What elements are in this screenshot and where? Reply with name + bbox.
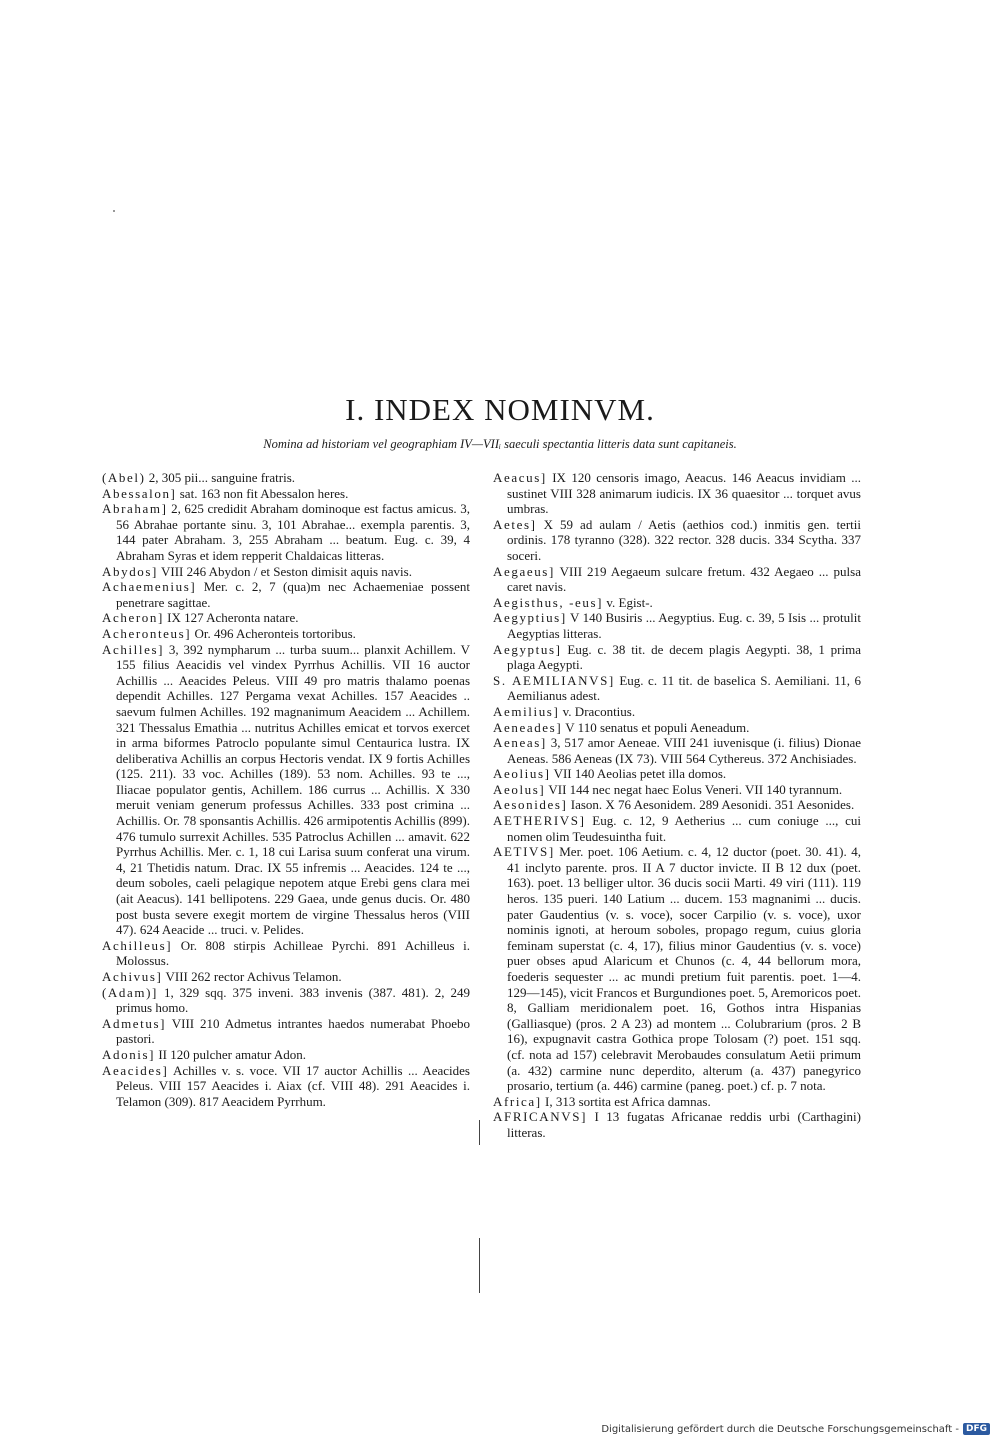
index-entry-text: V 110 senatus et populi Aeneadum.: [562, 719, 750, 735]
index-entry-text: Or. 808 stirpis Achilleae Pyrchi. 891 Achilleus i. Molossus.: [116, 937, 470, 969]
index-entry-text: Mer. poet. 106 Aetium. c. 4, 12 ductor (poet. 30. 41). 4, 41 inclyto parente. pros. II A 7 ductor invicte. II B 12 dux (poet. 163). poet. 13 belliger ultor. 36 ducis socii Marti. 49 viri (111). 119 heros. 135 pueri. 140 Latium ... ducem. 153 magnanimi ... ducis. pater Gaudentius (v. s. voce), socer Carpilio (v. s. voce), uxor nominis ignoti, at heroum soboles, propago regum, cuius gloria feminam superstat (c. 4, 17), filius minor Gaudentius (v. s. voce) puer obses apud Alaricum et Chunos (c. 4, 44 bellorum mora, foederis sequester ... ac mundi pretium fuit parentis. poet. 1—4. 129—145), vicit Francos et Burgundiones poet. 5, Aremoricos poet. 8, Galliam meridionalem poet. 16, Gothos intra Hispanias (Galliasque) (pros. 2 A 23) ad montem ... Colubrarium (pros. 2 B 16), expugnavit castra Gothica prope Tolosam (?) poet. 151 sqq. (cf. nota ad 157) celebravit Merobaudes consulatum Aetii primum (a. 432) carmine nunc deperdito, alterum (a. 437) panegyrico prosario, tertium (a. 446) carmine (paneg. poet.) cf. p. 7 nota.: [507, 844, 861, 1094]
index-entry: [102, 626, 470, 642]
index-headword: S. AEMILIANVS]: [493, 672, 615, 688]
index-entry-text: VIII 246 Abydon / et Seston dimisit aquis navis.: [157, 563, 412, 579]
index-entry: [493, 766, 861, 782]
index-entry: [102, 486, 470, 502]
index-headword: Achilleus]: [102, 937, 173, 953]
index-entry-text: Eug. c. 11 tit. de baselica S. Aemiliani. 11, 6 Aemilianus adest.: [507, 672, 862, 704]
dfg-logo-icon: DFG: [963, 1423, 990, 1435]
index-headword: Adonis]: [102, 1046, 156, 1062]
page-subtitle: Nomina ad historiam vel geographiam IV—VIIᵢ saeculi spectantia litteris data sunt capitaneis.: [263, 437, 737, 451]
index-headword: Admetus]: [102, 1015, 167, 1031]
index-column-left: [102, 470, 470, 1109]
index-headword: Aeacus]: [493, 470, 547, 485]
credit-text: Digitalisierung gefördert durch die Deutsche Forschungsgemeinschaft -: [601, 1423, 959, 1435]
index-entry-text: VII 140 Aeolias petet illa domos.: [550, 766, 727, 782]
index-entry-text: 2, 305 pii... sanguine fratris.: [145, 470, 296, 485]
index-entry: [102, 579, 470, 610]
index-entry: [493, 782, 861, 798]
index-headword: Aegisthus, -eus]: [493, 594, 604, 610]
index-entry: [102, 938, 470, 969]
index-entry-text: v. Dracontius.: [559, 703, 636, 719]
index-headword: Aeneades]: [493, 719, 563, 735]
index-headword: AFRICANVS]: [493, 1109, 588, 1125]
index-entry-text: VII 144 nec negat haec Eolus Veneri. VII 140 tyrannum.: [545, 781, 843, 797]
index-headword: AETHERIVS]: [493, 813, 586, 829]
index-entry-text: II 120 pulcher amatur Adon.: [155, 1046, 306, 1062]
index-entry: [493, 797, 861, 813]
index-entry: [102, 985, 470, 1016]
index-entry-text: I, 313 sortita est Africa damnas.: [541, 1093, 711, 1109]
index-entry-text: V 140 Busiris ... Aegyptius. Eug. c. 39, 5 Isis ... protulit Aegyptias litteras.: [507, 610, 861, 641]
index-entry-text: IX 120 censoris imago, Aeacus. 146 Aeacus invidiam ... sustinet VIII 328 animarum iudicis. IX 36 quaesitor ... torquet avus umbras.: [507, 470, 861, 517]
index-entry-text: v. Egist-.: [603, 594, 653, 610]
index-entry: [493, 844, 861, 1094]
index-entry-text: Iason. X 76 Aesonidem. 289 Aesonidi. 351 Aesonides.: [567, 797, 855, 813]
index-headword: Aeneas]: [493, 735, 547, 751]
index-entry: [102, 1016, 470, 1047]
index-headword: (Abel): [102, 470, 146, 485]
index-entry: [102, 969, 470, 985]
column-rule: [479, 1238, 480, 1293]
index-headword: Aegyptius]: [493, 610, 567, 626]
index-entry: [493, 704, 861, 720]
index-headword: Acheronteus]: [102, 625, 192, 641]
index-headword: Abydos]: [102, 563, 158, 579]
scan-speck: [113, 210, 115, 212]
index-entry-text: Achilles v. s. voce. VII 17 auctor Achillis ... Aeacides Peleus. VIII 157 Aeacides i. Aiax (cf. VIII 48). 291 Aeacides i. Telamon (309). 817 Aeacidem Pyrrhum.: [116, 1062, 470, 1109]
index-headword: Aemilius]: [493, 703, 560, 719]
column-rule: [479, 1120, 480, 1145]
index-entry-text: I 13 fugatas Africanae reddis urbi (Carthagini) litteras.: [507, 1109, 861, 1140]
index-column-right: [493, 470, 861, 1141]
index-entry: [493, 813, 861, 844]
index-entry: [493, 735, 861, 766]
index-entry: [102, 470, 470, 486]
index-entry: [102, 642, 470, 938]
index-entry-text: sat. 163 non fit Abessalon heres.: [176, 485, 349, 501]
index-headword: Abessalon]: [102, 485, 177, 501]
index-entry: [102, 501, 470, 563]
index-entry: [102, 610, 470, 626]
index-entry: [493, 470, 861, 517]
index-entry: [102, 564, 470, 580]
index-headword: Achivus]: [102, 969, 163, 984]
index-entry: [493, 517, 861, 564]
index-headword: Aeolus]: [493, 781, 546, 797]
index-headword: Aeolius]: [493, 766, 551, 782]
index-headword: AETIVS]: [493, 844, 555, 860]
index-headword: Aegyptus]: [493, 641, 562, 657]
index-headword: Achaemenius]: [102, 579, 197, 595]
index-entry-text: VIII 262 rector Achivus Telamon.: [162, 969, 342, 984]
index-entry: [493, 1094, 861, 1110]
index-headword: Abraham]: [102, 501, 168, 517]
index-entry: [493, 642, 861, 673]
index-entry-text: Eug. c. 38 tit. de decem plagis Aegypti. 38, 1 prima plaga Aegypti.: [507, 641, 861, 673]
index-entry-text: 1, 329 sqq. 375 inveni. 383 invenis (387. 481). 2, 249 primus homo.: [116, 984, 470, 1016]
index-headword: Aegaeus]: [493, 563, 555, 579]
page-title: I. INDEX NOMINVM.: [345, 392, 655, 427]
index-entry-text: 3, 392 nympharum ... turba suum... planxit Achillem. V 155 filius Aeacidis vel vindex Pyrrhus Achillis. VII 16 auctor Achillis ... Aeacides Peleus. VIII 49 pro matris thalamo poenas dependit Achilles. 127 Pergama vexat Achilles. 157 Aeacides .. saevum fulmen Achilles. 192 magnanimum Aeacidem ... Achillem. 321 Thessalus Emathia ... nutritus Achilles emicat et torvos exercet in arma biformes Patroclo populante simul Centaurica lustra. IX deliberativa Achillis an corpus Hectoris vendat. IX 9 fortis Achilles (125. 211). 33 voc. Achilles (189). 53 nom. Achilles. 93 te ..., Iliacae populator gentis, Achillem. 186 currus ... Achillis. X 330 meruit veniam generum professus Achilles. 333 post crimina ... Achillis. Or. 78 sponsantis Achillis. 426 armipotentis Achillis (899). 476 tumulo surrexit Achilles. 535 Patroclus Achillen ... amavit. 622 Pyrrhus Achillis. Mer. c. 1, 18 cui Larisa suum conferat una virum. 4, 21 Thetidis natum. Drac. IX 55 infremis ... Aeacides. 124 te ..., deum soboles, caeli pelagique nepotem atque Erebi gens clara mei (ait Aeacus). 141 bellipotens. 229 Gaea, unde genus ducis. Or. 480 post busta severe exegit mortem de virgine Thessalus heros (VIII 47). 624 Aeacide ... truci. v. Pelides.: [116, 641, 470, 938]
index-entry: [102, 1047, 470, 1063]
index-entry-text: Mer. c. 2, 7 (qua)m nec Achaemeniae possent penetrare sagittae.: [116, 579, 470, 610]
index-headword: Acheron]: [102, 610, 164, 626]
index-entry: [493, 673, 861, 704]
index-entry: [493, 595, 861, 611]
index-entry: [493, 720, 861, 736]
digitization-credit: [601, 1423, 990, 1435]
index-entry: [493, 564, 861, 595]
index-entry-text: IX 127 Acheronta natare.: [163, 610, 299, 626]
index-entry-text: Or. 496 Acheronteis tortoribus.: [191, 625, 356, 641]
index-entry-text: X 59 ad aulam / Aetis (aethios cod.) inmitis gen. tertii ordinis. 178 tyranno (328). 322 rector. 328 ducis. 334 Scytha. 337 soceri.: [507, 516, 861, 563]
index-entry-text: VIII 210 Admetus intrantes haedos numerabat Phoebo pastori.: [116, 1015, 470, 1047]
index-headword: Aesonides]: [493, 797, 568, 813]
index-headword: Achilles]: [102, 641, 165, 657]
index-entry-text: 2, 625 credidit Abraham dominoque est factus amicus. 3, 56 Abrahae portante sinu. 3, 101 Abrahae... exempla parentis. 3, 144 pater Abraham. 3, 255 Abraham ... beatum. Eug. c. 39, 4 Abraham Syras et idem repperit Chaldaicas litteras.: [116, 501, 470, 563]
index-entry: [493, 1109, 861, 1140]
index-entry-text: Eug. c. 12, 9 Aetherius ... cum coniuge ..., cui nomen olim Teudesuintha fuit.: [507, 813, 861, 844]
index-headword: Aetes]: [493, 516, 537, 532]
index-entry-text: VIII 219 Aegaeum sulcare fretum. 432 Aegaeo ... pulsa caret navis.: [507, 563, 861, 595]
index-headword: (Adam)]: [102, 984, 158, 1000]
index-entry: [102, 1063, 470, 1110]
index-headword: Africa]: [493, 1093, 542, 1109]
index-entry-text: 3, 517 amor Aeneae. VIII 241 iuvenisque (i. filius) Dionae Aeneas. 586 Aeneas (IX 73). VIII 564 Cythereus. 372 Anchisiades.: [507, 735, 861, 766]
index-entry: [493, 610, 861, 641]
index-headword: Aeacides]: [102, 1062, 169, 1078]
